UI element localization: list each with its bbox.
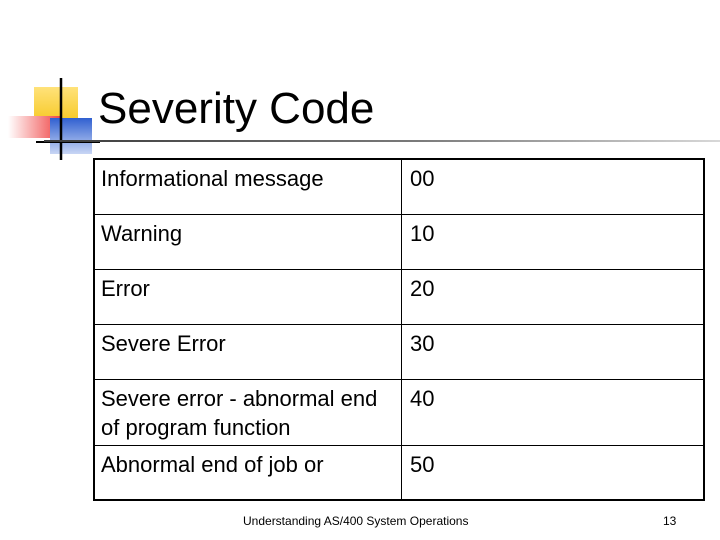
table-row (94, 159, 704, 215)
title-divider (44, 140, 720, 142)
table-row (94, 380, 704, 446)
table-row (94, 446, 704, 501)
slide-footer: Understanding AS/400 System Operations (243, 514, 469, 528)
severity-code: 50 (402, 446, 705, 501)
severity-description: Informational message (94, 159, 402, 215)
slide-logo-icon (0, 0, 100, 170)
severity-code: 10 (402, 215, 705, 270)
severity-code-table (93, 158, 705, 501)
severity-code: 30 (402, 325, 705, 380)
severity-code: 40 (402, 380, 705, 446)
page-number: 13 (663, 514, 677, 528)
table-row (94, 270, 704, 325)
severity-description: Severe error - abnormal end of program function (94, 380, 402, 446)
slide-title: Severity Code (98, 84, 375, 133)
table-row (94, 325, 704, 380)
severity-code: 20 (402, 270, 705, 325)
severity-description: Error (94, 270, 402, 325)
severity-description: Abnormal end of job or (94, 446, 402, 501)
severity-description: Severe Error (94, 325, 402, 380)
severity-code: 00 (402, 159, 705, 215)
table-row (94, 215, 704, 270)
severity-description: Warning (94, 215, 402, 270)
